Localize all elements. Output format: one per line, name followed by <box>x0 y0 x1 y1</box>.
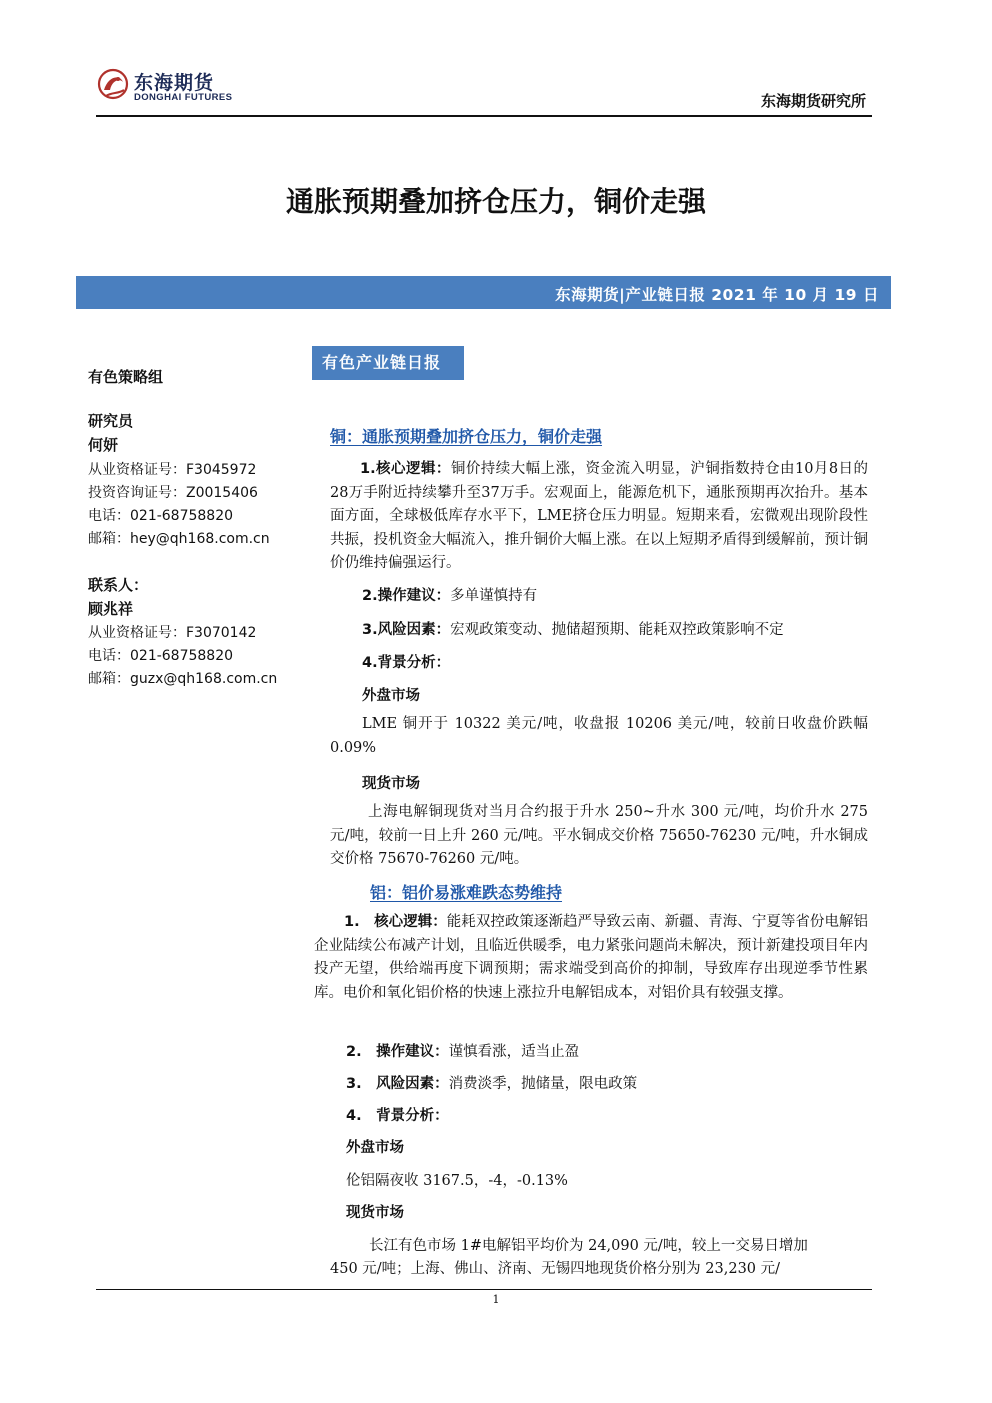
footer-divider <box>96 1289 872 1290</box>
contact-label: 联系人： <box>88 576 149 594</box>
researcher-name: 何妍 <box>88 436 119 454</box>
copper-risk-label: 3.风险因素： <box>362 622 451 638</box>
contact-name: 顾兆祥 <box>88 600 134 618</box>
logo-subtext: DONGHAI FUTURES <box>134 92 233 103</box>
aluminum-spot-label: 现货市场 <box>346 1205 404 1221</box>
banner-text: 东海期货|产业链日报 2021 年 10 月 19 日 <box>555 286 879 304</box>
aluminum-spot-line1: 长江有色市场 1#电解铝平均价为 24,090 元/吨，较上一交易日增加 <box>369 1238 808 1254</box>
copper-core-logic-text: 铜价持续大幅上涨，资金流入明显，沪铜指数持仓由10月8日的28万手附近持续攀升至37万手。宏观面上，能源危机下，通胀预期再次抬升。基本面方面，全球极低库存水平下，LME挤仓压力明显。短期来看，宏微观出现阶段性共振，投机资金大幅流入，推升铜价大幅上涨。在以上短期矛盾得到缓解前，预计铜价仍维持偏强运行。 <box>330 461 868 571</box>
researcher-qualification: 从业资格证号：F3045972 <box>88 462 257 478</box>
contact-phone: 电话：021-68758820 <box>88 648 234 664</box>
copper-overseas-text: LME 铜开于 10322 美元/吨，收盘报 10206 美元/吨，较前日收盘价跌幅 0.09% <box>330 716 868 756</box>
aluminum-risk-text: 消费淡季，抛储量，限电政策 <box>448 1076 638 1092</box>
contact-email[interactable]: 邮箱：guzx@qh168.com.cn <box>88 671 278 687</box>
section-tag-label: 有色产业链日报 <box>322 353 442 372</box>
aluminum-risk <box>346 1072 637 1093</box>
copper-spot-label: 现货市场 <box>362 776 420 792</box>
copper-core-logic <box>330 458 868 576</box>
aluminum-heading: 铝：铝价易涨难跌态势维持 <box>370 883 563 902</box>
strategy-group: 有色策略组 <box>88 368 164 386</box>
logo-text: 东海期货 <box>134 72 215 94</box>
researcher-phone: 电话：021-68758820 <box>88 508 234 524</box>
aluminum-operation <box>346 1040 579 1061</box>
contact-qualification: 从业资格证号：F3070142 <box>88 625 257 641</box>
aluminum-core-logic-label: 1. 核心逻辑： <box>344 914 447 930</box>
researcher-email[interactable]: 邮箱：hey@qh168.com.cn <box>88 531 270 547</box>
aluminum-background <box>346 1104 449 1125</box>
copper-spot-text: 上海电解铜现货对当月合约报于升水 250~升水 300 元/吨，均价升水 275 元/吨，较前一日上升 260 元/吨。平水铜成交价格 75650-76230 元/吨，升水铜成交价格 75670-76260 元/吨。 <box>330 804 868 867</box>
copper-operation-label: 2.操作建议： <box>362 588 451 604</box>
copper-risk <box>362 618 784 639</box>
org-name: 东海期货研究所 <box>760 92 866 110</box>
page-number: 1 <box>492 1293 500 1306</box>
copper-background <box>362 651 450 672</box>
copper-operation <box>362 584 537 605</box>
copper-heading: 铜：通胀预期叠加挤仓压力，铜价走强 <box>330 427 603 446</box>
aluminum-core-logic <box>314 911 868 1005</box>
aluminum-risk-label: 3. 风险因素： <box>346 1076 449 1092</box>
copper-core-logic-label: 1.核心逻辑： <box>360 461 451 477</box>
donghai-logo-icon <box>96 66 130 104</box>
section-tag <box>312 346 464 380</box>
aluminum-operation-label: 2. 操作建议： <box>346 1044 449 1060</box>
aluminum-core-logic-text: 能耗双控政策逐渐趋严导致云南、新疆、青海、宁夏等省份电解铝企业陆续公布减产计划，且临近供暖季，电力紧张问题尚未解决，预计新建投项目年内投产无望，供给端再度下调预期；需求端受到高价的抑制，导致库存出现逆季节性累库。电价和氧化铝价格的快速上涨拉升电解铝成本，对铝价具有较强支撑。 <box>314 914 868 1001</box>
header-divider <box>96 115 872 117</box>
aluminum-overseas-label: 外盘市场 <box>346 1140 404 1156</box>
researcher-investment-cert: 投资咨询证号：Z0015406 <box>88 485 258 501</box>
aluminum-operation-text: 谨慎看涨，适当止盈 <box>448 1044 580 1060</box>
copper-background-label: 4.背景分析： <box>362 655 451 671</box>
page-title: 通胀预期叠加挤仓压力，铜价走强 <box>285 185 706 218</box>
aluminum-background-label: 4. 背景分析： <box>346 1108 449 1124</box>
aluminum-spot-line2: 450 元/吨；上海、佛山、济南、无锡四地现货价格分别为 23,230 元/ <box>330 1261 781 1277</box>
copper-risk-text: 宏观政策变动、抛储超预期、能耗双控政策影响不定 <box>450 622 784 638</box>
copper-operation-text: 多单谨慎持有 <box>450 588 538 604</box>
researcher-label: 研究员 <box>88 412 134 430</box>
copper-overseas-label: 外盘市场 <box>362 688 420 704</box>
report-banner <box>76 276 891 309</box>
aluminum-overseas-text: 伦铝隔夜收 3167.5，-4，-0.13% <box>346 1173 568 1189</box>
